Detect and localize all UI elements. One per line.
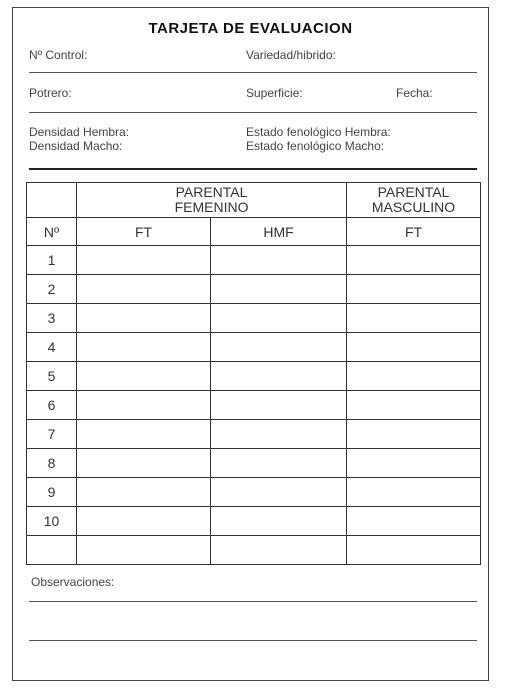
male-ft-cell[interactable] [347,507,481,536]
hmf-cell[interactable] [211,246,347,275]
hmf-cell[interactable] [211,420,347,449]
row-number: 3 [27,304,77,333]
male-ft-cell[interactable] [347,536,481,565]
female-ft-cell[interactable] [77,362,211,391]
female-phenological-stage-label: Estado fenológico Hembra: [246,125,391,139]
row-number: 9 [27,478,77,507]
female-ft-cell[interactable] [77,536,211,565]
empty-corner-cell [27,183,77,218]
female-ft-cell[interactable] [77,304,211,333]
table-row [27,507,481,536]
hmf-cell[interactable] [211,391,347,420]
table-row [27,391,481,420]
female-ft-cell[interactable] [77,449,211,478]
paddock-label: Potrero: [29,86,72,100]
female-ft-cell[interactable] [77,333,211,362]
male-ft-cell[interactable] [347,333,481,362]
male-ft-cell[interactable] [347,362,481,391]
surface-label: Superficie: [246,86,303,100]
row-number: 4 [27,333,77,362]
column-header-row [27,218,481,246]
control-number-label: Nº Control: [29,48,88,62]
hmf-cell[interactable] [211,333,347,362]
table-row [27,333,481,362]
table-row [27,246,481,275]
male-ft-cell[interactable] [347,420,481,449]
number-column-header: Nº [27,218,77,246]
row-number [27,536,77,565]
female-ft-cell[interactable] [77,507,211,536]
control-variety-line[interactable] [29,72,477,73]
male-parental-header-line1: PARENTAL [377,184,450,200]
table-row [27,449,481,478]
male-ft-cell[interactable] [347,246,481,275]
table-row [27,478,481,507]
hmf-cell[interactable] [211,449,347,478]
evaluation-table [26,182,481,565]
table-row [27,536,481,565]
male-ft-cell[interactable] [347,304,481,333]
table-row [27,362,481,391]
table-row [27,275,481,304]
evaluation-card [12,7,489,681]
male-ft-cell[interactable] [347,391,481,420]
male-ft-column-header: FT [347,218,481,246]
hmf-cell[interactable] [211,507,347,536]
row-number: 1 [27,246,77,275]
male-parental-header-line2: MASCULINO [371,199,456,215]
female-parental-header [77,183,347,218]
paddock-surface-date-line[interactable] [29,112,477,113]
row-number: 2 [27,275,77,304]
male-ft-cell[interactable] [347,449,481,478]
row-number: 5 [27,362,77,391]
male-parental-header [347,183,481,218]
hmf-column-header: HMF [211,218,347,246]
table-row [27,304,481,333]
female-ft-cell[interactable] [77,420,211,449]
observations-line-2[interactable] [29,640,477,641]
variety-hybrid-label: Variedad/hibrido: [246,48,336,62]
female-ft-column-header: FT [77,218,211,246]
row-number: 10 [27,507,77,536]
hmf-cell[interactable] [211,275,347,304]
hmf-cell[interactable] [211,478,347,507]
row-number: 7 [27,420,77,449]
row-number: 6 [27,391,77,420]
observations-label: Observaciones: [31,575,115,589]
male-phenological-stage-label: Estado fenológico Macho: [246,139,385,153]
male-ft-cell[interactable] [347,478,481,507]
female-parental-header-line1: PARENTAL [175,184,248,200]
female-ft-cell[interactable] [77,478,211,507]
row-number: 8 [27,449,77,478]
female-density-label: Densidad Hembra: [29,125,130,139]
hmf-cell[interactable] [211,304,347,333]
female-ft-cell[interactable] [77,391,211,420]
hmf-cell[interactable] [211,362,347,391]
date-label: Fecha: [396,86,433,100]
observations-line-1[interactable] [29,601,477,602]
group-header-row [27,183,481,218]
table-row [27,420,481,449]
section-divider [29,168,477,170]
male-density-label: Densidad Macho: [29,139,123,153]
hmf-cell[interactable] [211,536,347,565]
female-ft-cell[interactable] [77,246,211,275]
female-parental-header-line2: FEMENINO [174,199,249,215]
male-ft-cell[interactable] [347,275,481,304]
card-title: TARJETA DE EVALUACION [148,20,353,37]
female-ft-cell[interactable] [77,275,211,304]
